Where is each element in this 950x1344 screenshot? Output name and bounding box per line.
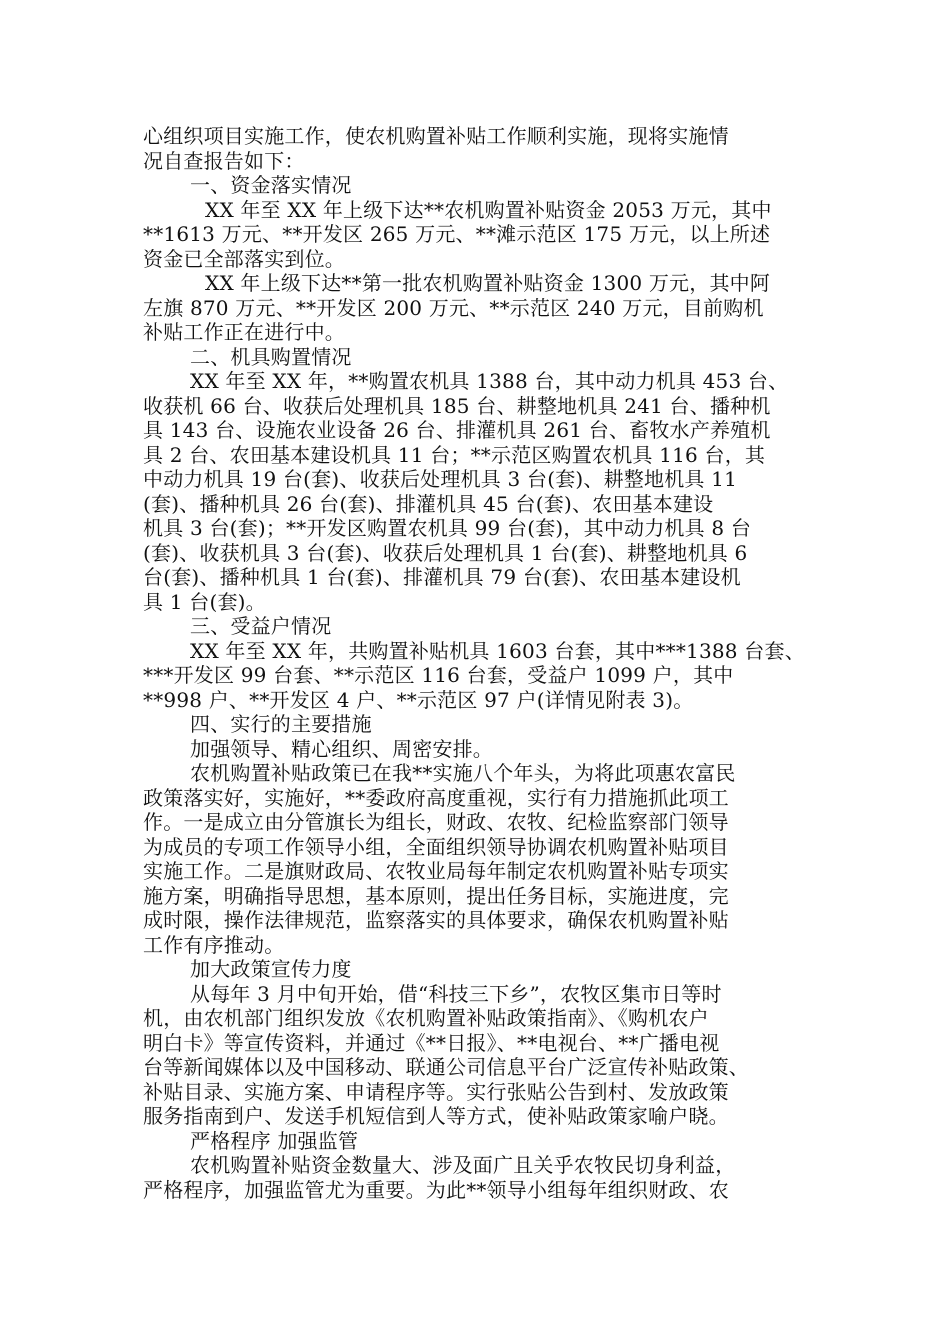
text-line: 服务指南到户、发送手机短信到人等方式，使补贴政策家喻户晓。 — [143, 1104, 729, 1128]
text-line: 实施工作。二是旗财政局、农牧业局每年制定农机购置补贴专项实 — [143, 859, 729, 883]
text-line: 一、资金落实情况 — [190, 173, 352, 197]
text-line: XX 年至 XX 年，共购置补贴机具 1603 台套，其中***1388 台套、 — [190, 638, 805, 663]
text-line: 资金已全部落实到位。 — [143, 246, 345, 271]
text-line: 台(套)、播种机具 1 台(套)、排灌机具 79 台(套)、农田基本建设机 — [143, 565, 741, 589]
text-line: 机，由农机部门组织发放《农机购置补贴政策指南》、《购机农户 — [143, 1006, 709, 1030]
text-line: ***开发区 99 台套、**示范区 116 台套，受益户 1099 户，其中 — [143, 663, 734, 687]
text-line: 收获机 66 台、收获后处理机具 185 台、耕整地机具 241 台、播种机 — [143, 393, 771, 418]
text-line: 为成员的专项工作领导小组，全面组织领导协调农机购置补贴项目 — [143, 834, 729, 859]
text-line: XX 年上级下达**第一批农机购置补贴资金 1300 万元，其中阿 — [205, 271, 771, 295]
text-line: 农机购置补贴资金数量大、涉及面广且关乎农牧民切身利益， — [190, 1153, 736, 1177]
text-line: 左旗 870 万元、**开发区 200 万元、**示范区 240 万元，目前购机 — [143, 295, 764, 320]
text-line: XX 年至 XX 年，**购置农机具 1388 台，其中动力机具 453 台、 — [190, 369, 789, 393]
text-line: 中动力机具 19 台(套)、收获后处理机具 3 台(套)、耕整地机具 11 — [143, 467, 738, 491]
text-line: 机具 3 台(套)；**开发区购置农机具 99 台(套)，其中动力机具 8 台 — [143, 516, 752, 540]
text-line: 具 1 台(套)。 — [143, 589, 266, 614]
text-line: 加强领导、精心组织、周密安排。 — [190, 736, 493, 761]
text-line: 补贴工作正在进行中。 — [143, 320, 345, 344]
text-line: (套)、收获机具 3 台(套)、收获后处理机具 1 台(套)、耕整地机具 6 — [143, 540, 748, 565]
text-line: 严格程序，加强监管尤为重要。为此**领导小组每年组织财政、农 — [143, 1177, 729, 1202]
text-line: 工作有序推动。 — [143, 932, 285, 957]
text-line: 补贴目录、实施方案、申请程序等。实行张贴公告到村、发放政策 — [143, 1079, 729, 1104]
text-line: 三、受益户情况 — [190, 614, 332, 638]
document-body — [143, 124, 811, 1202]
text-line: 施方案，明确指导思想，基本原则，提出任务目标，实施进度，完 — [143, 883, 729, 908]
text-line: XX 年至 XX 年上级下达**农机购置补贴资金 2053 万元，其中 — [205, 197, 772, 222]
text-line: 具 143 台、设施农业设备 26 台、排灌机具 261 台、畜牧水产养殖机 — [143, 418, 771, 442]
text-line: 政策落实好，实施好，**委政府高度重视，实行有力措施抓此项工 — [143, 785, 729, 810]
text-line: 成时限，操作法律规范，监察落实的具体要求，确保农机购置补贴 — [143, 908, 729, 932]
text-line: 台等新闻媒体以及中国移动、联通公司信息平台广泛宣传补贴政策、 — [143, 1055, 749, 1079]
text-line: 二、机具购置情况 — [190, 344, 352, 369]
text-line: 四、实行的主要措施 — [190, 712, 372, 736]
text-line: 作。一是成立由分管旗长为组长，财政、农牧、纪检监察部门领导 — [143, 810, 729, 834]
text-line: 况自查报告如下： — [143, 148, 305, 173]
text-line: **998 户、**开发区 4 户、**示范区 97 户(详情见附表 3)。 — [143, 687, 694, 712]
text-line: 加大政策宣传力度 — [190, 957, 352, 981]
text-line: **1613 万元、**开发区 265 万元、**滩示范区 175 万元，以上所述 — [143, 222, 771, 246]
text-line: 具 2 台、农田基本建设机具 11 台；**示范区购置农机具 116 台，其 — [143, 442, 766, 467]
text-line: (套)、播种机具 26 台(套)、排灌机具 45 台(套)、农田基本建设 — [143, 491, 714, 516]
text-line: 心组织项目实施工作，使农机购置补贴工作顺利实施，现将实施情 — [143, 124, 729, 148]
text-line: 从每年 3 月中旬开始，借“科技三下乡”，农牧区集市日等时 — [190, 981, 722, 1006]
text-line: 农机购置补贴政策已在我**实施八个年头，为将此项惠农富民 — [190, 761, 736, 785]
text-line: 严格程序 加强监管 — [190, 1128, 359, 1153]
text-line: 明白卡》等宣传资料，并通过《**日报》、**电视台、**广播电视 — [143, 1030, 720, 1055]
